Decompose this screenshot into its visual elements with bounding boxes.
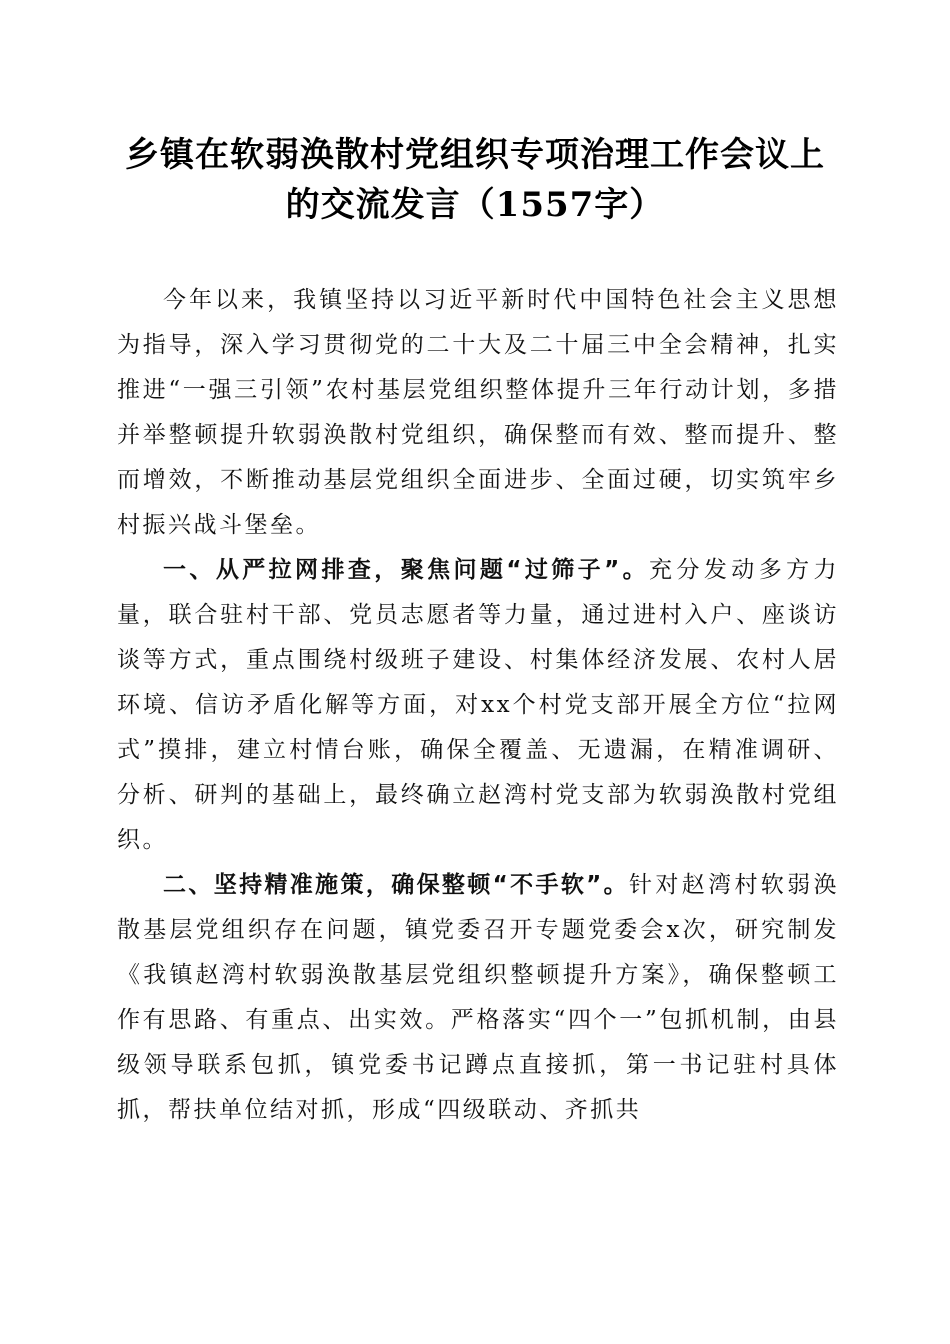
section-2-paragraph: [117, 863, 839, 1133]
title-line-1: 乡镇在软弱涣散村党组织专项治理工作会议上: [125, 135, 825, 175]
document-body: [117, 278, 839, 1133]
section-2-text: 针对赵湾村软弱涣散基层党组织存在问题，镇党委召开专题党委会x次，研究制发《我镇赵湾村软弱涣散基层党组织整顿提升方案》，确保整顿工作有思路、有重点、出实效。严格落实“四个一”包抓机制，由县级领导联系包抓，镇党委书记蹲点直接抓，第一书记驻村具体抓，帮扶单位结对抓，形成“四级联动、齐抓共: [117, 872, 840, 1123]
title-line-2: 的交流发言（1557字）: [285, 185, 665, 225]
intro-paragraph: 今年以来，我镇坚持以习近平新时代中国特色社会主义思想为指导，深入学习贯彻党的二十大及二十届三中全会精神，扎实推进“一强三引领”农村基层党组织整体提升三年行动计划，多措并举整顿提升软弱涣散村党组织，确保整而有效、整而提升、整而增效，不断推动基层党组织全面进步、全面过硬，切实筑牢乡村振兴战斗堡垒。: [117, 287, 839, 538]
section-2-heading: 二、坚持精准施策，确保整顿“不手软”。: [163, 872, 630, 898]
section-1-heading: 一、从严拉网排查，聚焦问题“过筛子”。: [163, 557, 650, 583]
section-1-text: 充分发动多方力量，联合驻村干部、党员志愿者等力量，通过进村入户、座谈访谈等方式，重点围绕村级班子建设、村集体经济发展、农村人居环境、信访矛盾化解等方面，对xx个村党支部开展全方位“拉网式”摸排，建立村情台账，确保全覆盖、无遗漏，在精准调研、分析、研判的基础上，最终确立赵湾村党支部为软弱涣散村党组织。: [117, 557, 840, 853]
document-title: [100, 130, 850, 230]
section-1-paragraph: [117, 548, 839, 863]
